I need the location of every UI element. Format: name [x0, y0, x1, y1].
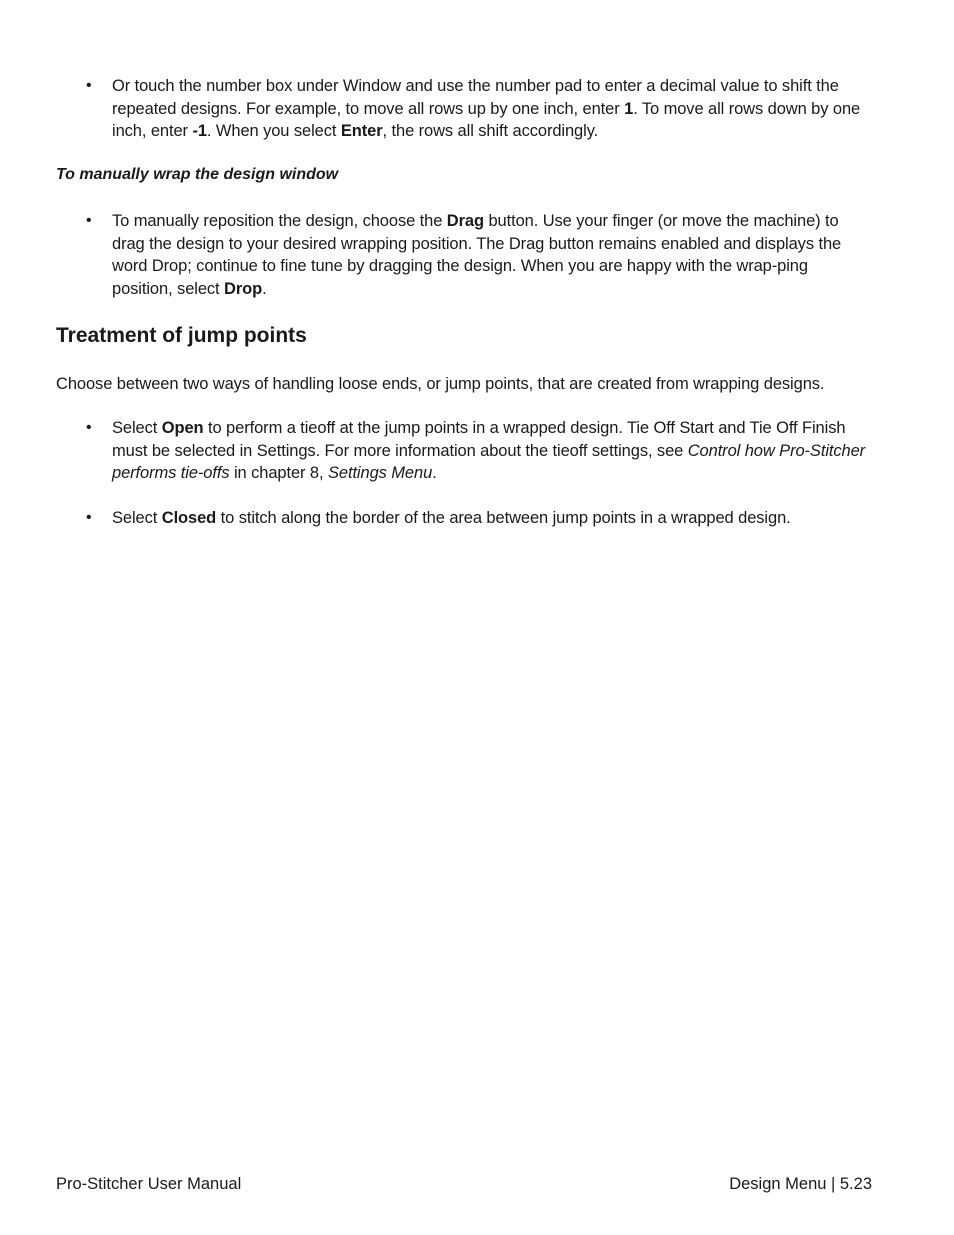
bold-term: Drag — [446, 212, 484, 230]
bullet-icon: • — [86, 77, 92, 94]
section-intro: Choose between two ways of handling loose ends, or jump points, that are created from wrapping designs. — [56, 375, 825, 393]
list-item — [56, 507, 886, 530]
text-run: in chapter 8, — [229, 464, 328, 482]
list-item — [56, 75, 886, 143]
text-run: . When you select — [206, 122, 341, 140]
footer-title: Pro-Stitcher User Manual — [56, 1175, 242, 1193]
italic-reference: Control how Pro-Stitcher performs tie-offs — [112, 441, 866, 482]
bullet-icon: • — [86, 509, 92, 526]
bullet-icon: • — [86, 212, 92, 229]
bold-term: 1 — [624, 99, 634, 118]
footer-page-number: Design Menu | 5.23 — [729, 1175, 872, 1193]
bullet-list-jump — [56, 417, 886, 485]
bullet-list-jump-closed — [56, 507, 886, 530]
text-run: to perform a tieoff at the jump points in a wrapped design. Tie Off Start and Tie Off Finish must be selected in Settings. For more information about the tieoff settings, see — [112, 419, 846, 460]
bullet-list-shift — [56, 75, 886, 143]
bullet-text — [112, 210, 872, 300]
list-item — [56, 417, 886, 485]
text-run: , the rows all shift accordingly. — [382, 122, 599, 140]
text-run: button. Use your finger (or move the machine) to drag the design to your desired wrapping position. The Drag button remains enabled and displays the word Drop; continue to fine tune by dragging the design. When you are happy with the wrap-ping position, select — [112, 212, 842, 298]
text-run: Select — [112, 419, 162, 437]
bold-term: Closed — [161, 509, 217, 527]
text-run: Or touch the number box under Window and use the number pad to enter a decimal value to shift the repeated designs. For example, to move all rows up by one inch, enter — [112, 77, 839, 118]
bullet-text — [112, 75, 872, 143]
text-run: . — [432, 464, 437, 482]
text-run: . — [262, 279, 267, 298]
bold-term: Drop — [224, 279, 263, 298]
bold-term: Enter — [340, 122, 383, 140]
bold-term: -1 — [192, 122, 207, 140]
text-run: Select — [112, 509, 162, 527]
bold-term: Open — [161, 419, 204, 437]
bullet-text — [112, 417, 872, 485]
text-run: To manually reposition the design, choose the — [112, 212, 447, 230]
subheading: To manually wrap the design window — [56, 166, 339, 183]
italic-reference: Settings Menu — [327, 464, 433, 482]
bullet-list-wrap — [56, 210, 886, 300]
text-run: . To move all rows down by one inch, enter — [112, 99, 861, 140]
list-item — [56, 210, 886, 300]
section-heading: Treatment of jump points — [56, 324, 307, 347]
bullet-icon: • — [86, 419, 92, 436]
bullet-text — [112, 507, 872, 530]
text-run: to stitch along the border of the area between jump points in a wrapped design. — [216, 509, 791, 527]
